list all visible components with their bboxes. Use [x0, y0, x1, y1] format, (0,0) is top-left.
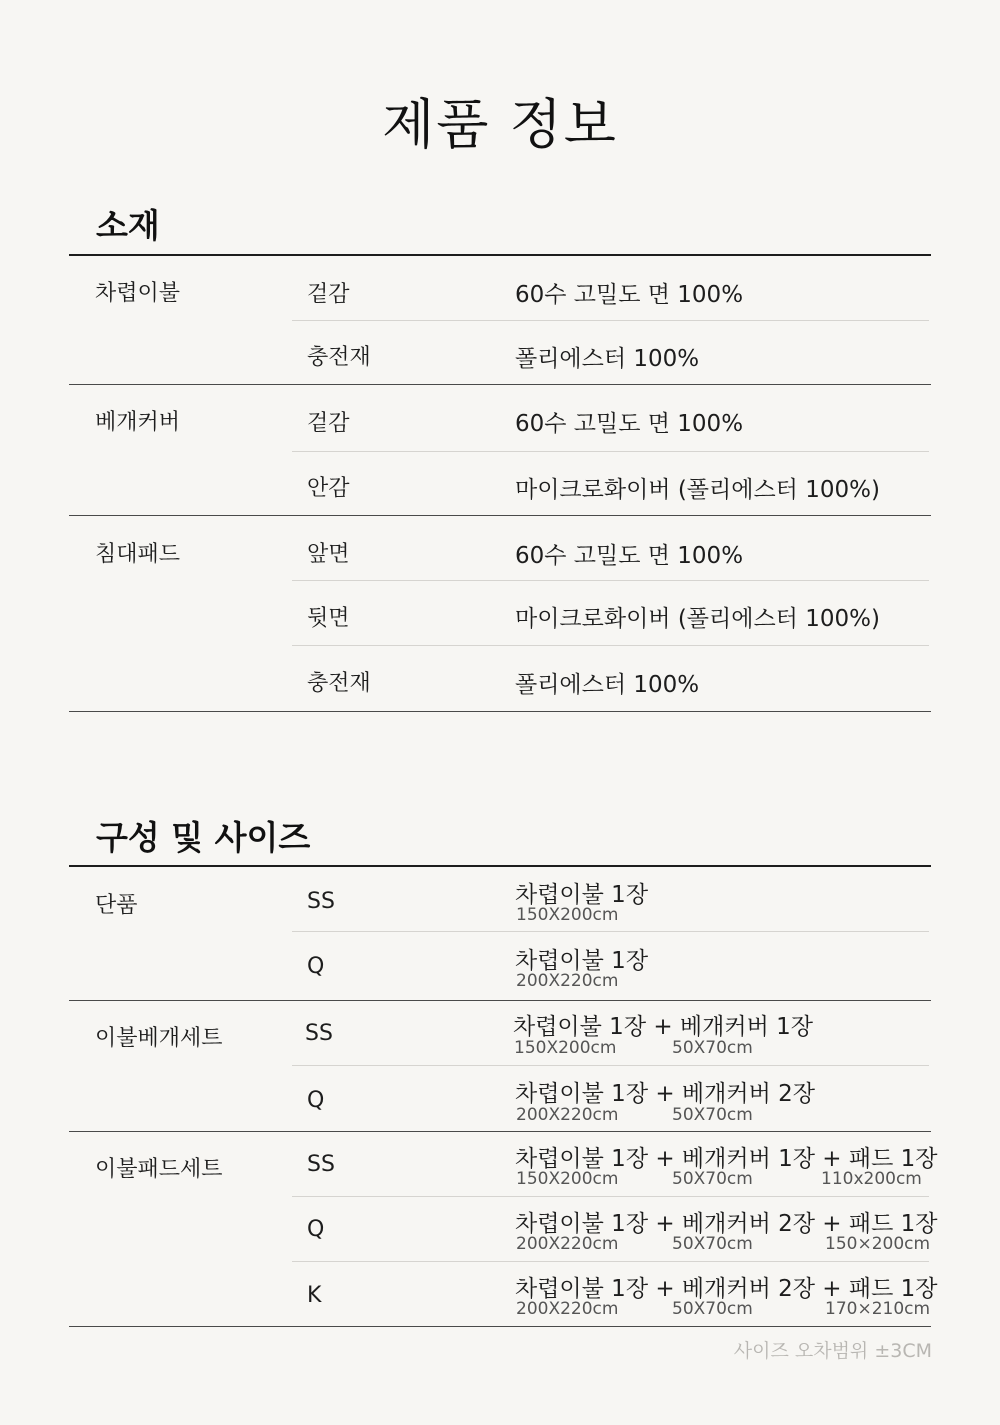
row-divider	[292, 931, 929, 932]
material-value: 60수 고밀도 면 100%	[515, 411, 744, 437]
material-group-name: 차렵이불	[95, 281, 181, 306]
group-divider	[69, 1131, 931, 1132]
size-code: Q	[307, 1088, 325, 1113]
page-title: 제품 정보	[382, 93, 618, 156]
material-value: 마이크로화이버 (폴리에스터 100%)	[515, 606, 880, 632]
row-divider	[292, 1261, 929, 1262]
composition-section-title: 구성 및 사이즈	[96, 818, 311, 857]
material-part: 앞면	[307, 542, 350, 567]
material-part: 겉감	[307, 282, 350, 307]
set-contents: 차렵이불 1장	[515, 882, 649, 908]
material-value: 마이크로화이버 (폴리에스터 100%)	[515, 477, 880, 503]
item-dimension: 200X220cm	[516, 1234, 619, 1254]
item-dimension: 110x200cm	[821, 1169, 922, 1189]
size-code: SS	[307, 889, 335, 914]
set-contents: 차렵이불 1장	[515, 948, 649, 974]
group-divider	[69, 515, 931, 516]
set-contents: 차렵이불 1장 + 베개커버 1장 + 패드 1장	[515, 1146, 938, 1172]
item-dimension: 50X70cm	[672, 1038, 753, 1058]
material-group-name: 베개커버	[95, 410, 181, 435]
material-part: 뒷면	[307, 606, 350, 631]
item-dimension: 150×200cm	[825, 1234, 931, 1254]
set-contents: 차렵이불 1장 + 베개커버 2장 + 패드 1장	[515, 1276, 938, 1302]
material-part: 충전재	[307, 671, 371, 696]
size-code: K	[307, 1283, 322, 1308]
item-dimension: 150X200cm	[514, 1038, 617, 1058]
material-group-name: 침대패드	[95, 542, 181, 567]
section-rule	[69, 254, 931, 256]
group-divider	[69, 384, 931, 385]
item-dimension: 50X70cm	[672, 1105, 753, 1125]
item-dimension: 200X220cm	[516, 971, 619, 991]
item-dimension: 200X220cm	[516, 1299, 619, 1319]
item-dimension: 200X220cm	[516, 1105, 619, 1125]
section-rule	[69, 865, 931, 867]
set-contents: 차렵이불 1장 + 베개커버 1장	[513, 1014, 813, 1040]
material-part: 겉감	[307, 411, 350, 436]
item-dimension: 150X200cm	[516, 905, 619, 925]
row-divider	[292, 580, 929, 581]
set-contents: 차렵이불 1장 + 베개커버 2장	[515, 1081, 815, 1107]
row-divider	[292, 1196, 929, 1197]
section-bottom-rule	[69, 1326, 931, 1327]
item-dimension: 150X200cm	[516, 1169, 619, 1189]
item-dimension: 50X70cm	[672, 1299, 753, 1319]
size-code: Q	[307, 1217, 325, 1242]
material-value: 폴리에스터 100%	[515, 672, 700, 698]
material-part: 안감	[307, 476, 350, 501]
row-divider	[292, 645, 929, 646]
item-dimension: 50X70cm	[672, 1169, 753, 1189]
row-divider	[292, 1065, 929, 1066]
size-code: SS	[307, 1152, 335, 1177]
material-part: 충전재	[307, 345, 371, 370]
material-value: 60수 고밀도 면 100%	[515, 282, 744, 308]
material-value: 폴리에스터 100%	[515, 346, 700, 372]
size-tolerance-note: 사이즈 오차범위 ±3CM	[733, 1340, 932, 1362]
row-divider	[292, 451, 929, 452]
item-dimension: 50X70cm	[672, 1234, 753, 1254]
composition-group-name: 단품	[95, 893, 138, 918]
row-divider	[292, 320, 929, 321]
size-code: SS	[305, 1021, 333, 1046]
item-dimension: 170×210cm	[825, 1299, 931, 1319]
composition-group-name: 이불베개세트	[95, 1026, 223, 1051]
set-contents: 차렵이불 1장 + 베개커버 2장 + 패드 1장	[515, 1211, 938, 1237]
material-section-title: 소재	[96, 206, 160, 245]
section-bottom-rule	[69, 711, 931, 712]
size-code: Q	[307, 954, 325, 979]
group-divider	[69, 1000, 931, 1001]
composition-group-name: 이불패드세트	[95, 1157, 223, 1182]
material-value: 60수 고밀도 면 100%	[515, 543, 744, 569]
